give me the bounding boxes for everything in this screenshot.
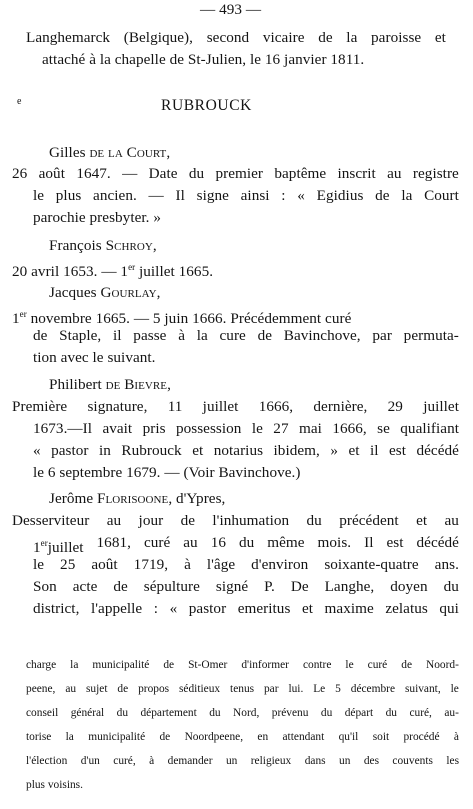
entry-line: le 6 septembre 1679. — (Voir Bavinchove.) <box>33 464 301 481</box>
entry-name: Philibert de Bievre, <box>49 376 171 393</box>
intro-line-2: attaché à la chapelle de St-Julien, le 16 janvier 1811. <box>42 51 365 68</box>
entry-line: district, l'appelle : « pastor emeritus et maxime zelatus qui <box>33 600 459 617</box>
entry-line: « pastor in Rubrouck et notarius ibidem, » et il est décédé <box>33 442 459 459</box>
entry-line: 20 avril 1653. — 1er juillet 1665. <box>12 262 214 281</box>
intro-line-1: Langhemarck (Belgique), second vicaire de la paroisse et <box>26 29 446 46</box>
entry-line: parochie presbyter. » <box>33 209 161 226</box>
entry-line: Son acte de sépulture signé P. De Langhe, doyen du <box>33 578 459 595</box>
entry-line: 1erjuillet 1681, curé au 16 du même mois. Il est décédé <box>33 534 459 557</box>
entry-name: François Schroy, <box>49 237 157 254</box>
entry-line: de Staple, il passe à la cure de Bavinchove, par permuta- <box>33 327 459 344</box>
entry-line: le 25 août 1719, à l'âge d'environ soixante-quatre ans. <box>33 556 459 573</box>
entry-name: Gilles de la Court, <box>49 144 171 161</box>
footnote-line: torise la municipalité de Noordpeene, en attendant qu'il soit procédé à <box>26 731 459 743</box>
entry-line: tion avec le suivant. <box>33 349 156 366</box>
footnote-line: l'élection d'un curé, à demander un religieux dans un des couvents les <box>26 755 459 767</box>
entry-line: le plus ancien. — Il signe ainsi : « Egidius de la Court <box>33 187 459 204</box>
margin-mark: e <box>17 96 22 107</box>
entry-line: Desserviteur au jour de l'inhumation du précédent et au <box>12 512 459 529</box>
page-number: — 493 — <box>200 1 262 18</box>
footnote-line: peene, au sujet de propos séditieux tenus par lui. Le 5 décembre suivant, le <box>26 683 459 695</box>
entry-line: 1er novembre 1665. — 5 juin 1666. Précédemment curé <box>12 309 352 328</box>
entry-line: 1673.—Il avait pris possession le 27 mai 1666, se qualifiant <box>33 420 459 437</box>
footnote-line: charge la municipalité de St-Omer d'informer contre le curé de Noord- <box>26 659 459 671</box>
footnote-line: plus voisins. <box>26 779 83 791</box>
footnote-line: conseil général du département du Nord, prévenu du départ du curé, au- <box>26 707 459 719</box>
entry-line: 26 août 1647. — Date du premier baptême inscrit au registre <box>12 165 459 182</box>
entry-line: Première signature, 11 juillet 1666, dernière, 29 juillet <box>12 398 459 415</box>
entry-name: Jerôme Florisoone, d'Ypres, <box>49 490 226 507</box>
section-title: RUBROUCK <box>161 97 252 114</box>
entry-name: Jacques Gourlay, <box>49 284 161 301</box>
